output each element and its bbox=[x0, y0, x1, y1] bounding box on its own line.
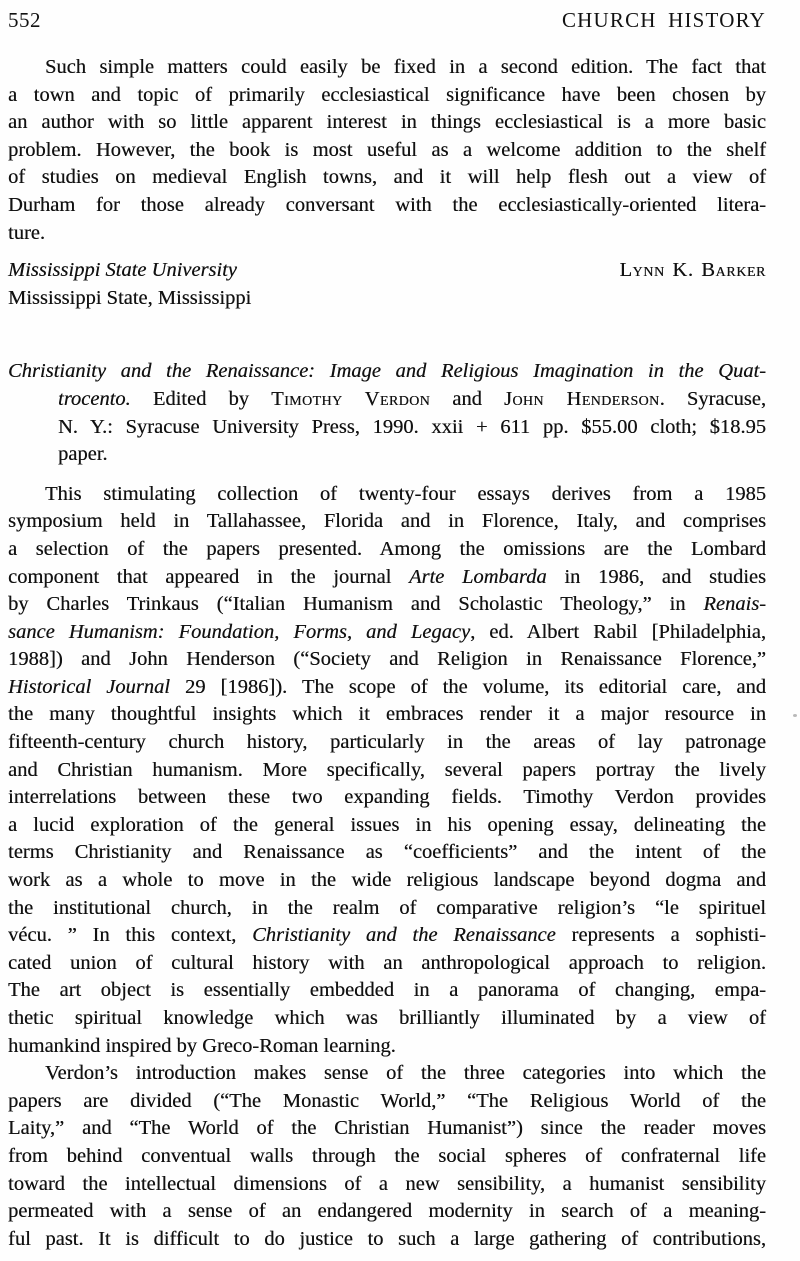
text-line: and Christian humanism. More specifically, several papers portray the lively bbox=[8, 758, 766, 781]
signature-affiliation bbox=[8, 257, 251, 312]
text-line: permeated with a sense of an endangered modernity in search of a meaning- bbox=[8, 1200, 766, 1223]
review-second-paragraph-2 bbox=[8, 1060, 766, 1253]
reviewer-name: Lynn K. Barker bbox=[619, 259, 766, 282]
text-line: Historical Journal 29 [1986]). The scope of the volume, its editorial care, and bbox=[8, 675, 766, 698]
text-line: trocento. Edited by Timothy Verdon and John Henderson. Syracuse, bbox=[58, 387, 766, 410]
text-line: thetic spiritual knowledge which was brilliantly illuminated by a view of bbox=[8, 1007, 766, 1029]
running-head bbox=[8, 8, 766, 33]
page-number: 552 bbox=[8, 8, 41, 32]
text-line: vécu. ” In this context, Christianity and the Renaissance represents a sophisti- bbox=[8, 924, 766, 947]
text-line: the institutional church, in the realm of comparative religion’s “le spirituel bbox=[8, 896, 766, 919]
text-line: the many thoughtful insights which it embraces render it a major resource in bbox=[8, 703, 766, 726]
text-line: 1988]) and John Henderson (“Society and Religion in Renaissance Florence,” bbox=[8, 648, 766, 671]
text-line: papers are divided (“The Monastic World,” “The Religious World of the bbox=[8, 1089, 766, 1112]
text-line: This stimulating collection of twenty-four essays derives from a 1985 bbox=[45, 482, 766, 505]
text-line: ful past. It is difficult to do justice to such a large gathering of contributions, bbox=[8, 1227, 766, 1250]
text-line: by Charles Trinkaus (“Italian Humanism and Scholastic Theology,” in Renais- bbox=[8, 593, 766, 616]
text-line: The art object is essentially embedded in a panorama of changing, empa- bbox=[8, 979, 766, 1002]
text-line: fifteenth-century church history, particularly in the areas of lay patronage bbox=[8, 731, 766, 754]
text-line: Verdon’s introduction makes sense of the three categories into which the bbox=[45, 1062, 766, 1085]
text-line: terms Christianity and Renaissance as “coefficients” and the intent of the bbox=[8, 841, 766, 864]
text-line: paper. bbox=[58, 443, 108, 466]
text-line: a town and topic of primarily ecclesiastical significance have been chosen by bbox=[8, 83, 766, 106]
review-first-paragraph bbox=[8, 54, 766, 247]
text-line: symposium held in Tallahassee, Florida and in Florence, Italy, and comprises bbox=[8, 510, 766, 533]
text-line: from behind conventual walls through the social spheres of confraternal life bbox=[8, 1144, 766, 1167]
text-line: a selection of the papers presented. Among the omissions are the Lombard bbox=[8, 537, 766, 560]
text-line: component that appeared in the journal Arte Lombarda in 1986, and studies bbox=[8, 565, 767, 588]
text-line: an author with so little apparent interest in things ecclesiastical is a more basic bbox=[8, 111, 766, 134]
text-line: a lucid exploration of the general issues in his opening essay, delineating the bbox=[8, 813, 766, 836]
reviewer-institution: Mississippi State University bbox=[8, 259, 237, 282]
text-line: Christianity and the Renaissance: Image and Religious Imagination in the Quat- bbox=[8, 360, 766, 383]
text-line: problem. However, the book is most useful as a welcome addition to the shelf bbox=[8, 138, 766, 161]
text-line: Such simple matters could easily be fixed in a second edition. The fact that bbox=[45, 56, 766, 78]
text-line: Durham for those already conversant with the ecclesiastically-oriented litera- bbox=[8, 193, 766, 216]
review-second-paragraph-1 bbox=[8, 481, 766, 1060]
review-first bbox=[8, 54, 766, 312]
scan-artifact-speck bbox=[793, 714, 797, 717]
review-signature bbox=[8, 257, 766, 312]
text-line: cated union of cultural history with an anthropological approach to religion. bbox=[8, 951, 766, 974]
text-line: work as a whole to move in the wide religious landscape beyond dogma and bbox=[8, 869, 766, 892]
book-citation bbox=[8, 358, 766, 468]
text-line: sance Humanism: Foundation, Forms, and Legacy, ed. Albert Rabil [Philadelphia, bbox=[8, 620, 767, 643]
text-line: ture. bbox=[8, 221, 45, 244]
text-line: Laity,” and “The World of the Christian Humanist”) since the reader moves bbox=[8, 1117, 766, 1140]
text-line: interrelations between these two expanding fields. Timothy Verdon provides bbox=[8, 786, 766, 809]
journal-title: CHURCH HISTORY bbox=[561, 8, 766, 32]
text-line: humankind inspired by Greco-Roman learning. bbox=[8, 1034, 396, 1057]
text-line: toward the intellectual dimensions of a new sensibility, a humanist sensibility bbox=[8, 1172, 766, 1195]
text-line: of studies on medieval English towns, and it will help flesh out a view of bbox=[8, 166, 766, 189]
review-second bbox=[8, 358, 766, 1253]
text-line: N. Y.: Syracuse University Press, 1990. xxii + 611 pp. $55.00 cloth; $18.95 bbox=[58, 415, 766, 438]
reviewer-location: Mississippi State, Mississippi bbox=[8, 286, 252, 309]
